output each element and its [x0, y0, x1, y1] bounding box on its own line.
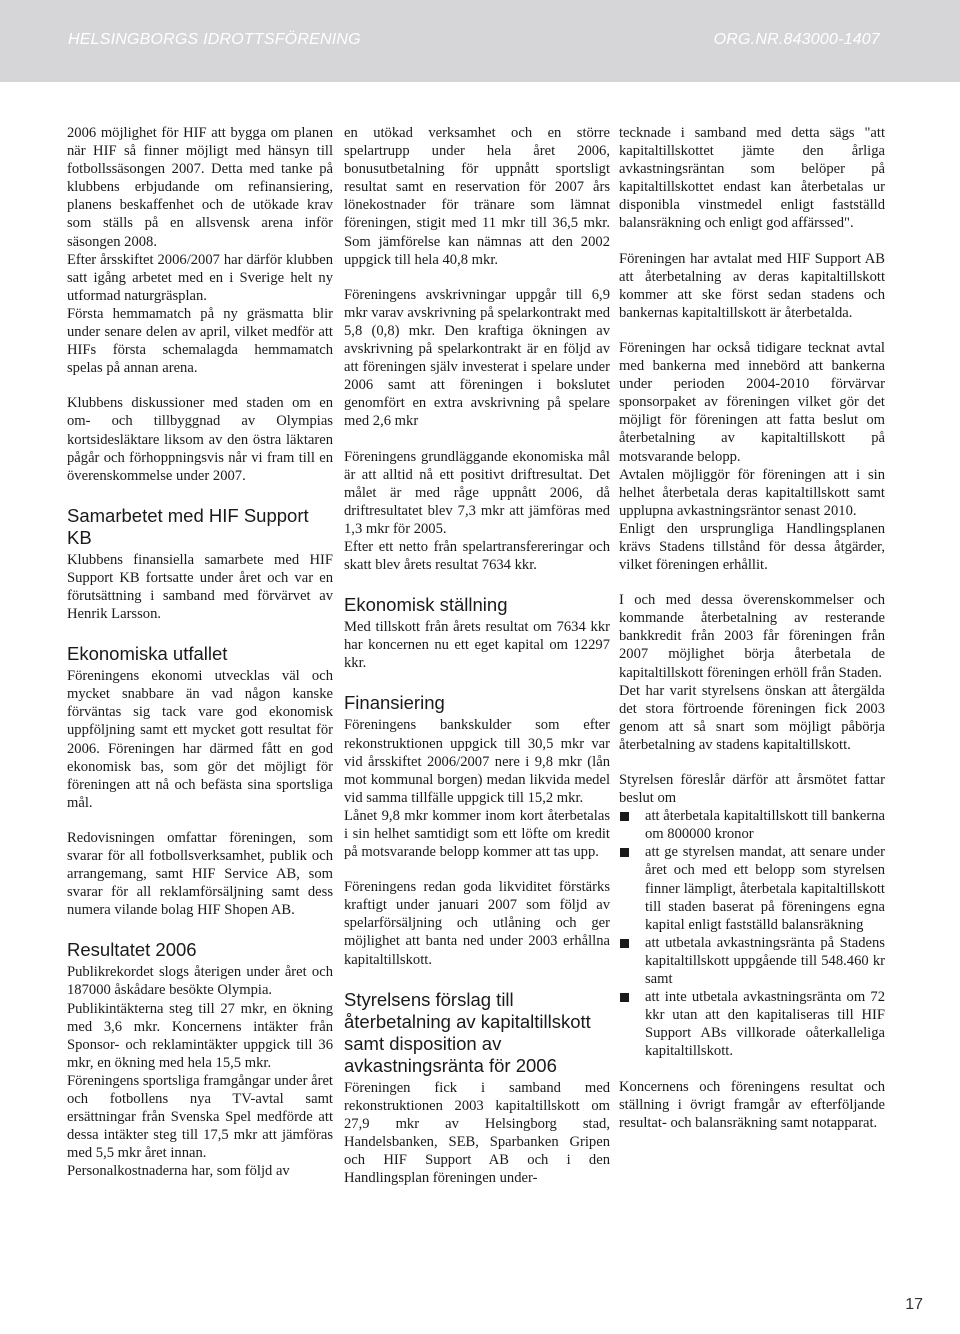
square-bullet-icon	[620, 993, 629, 1002]
paragraph: I och med dessa överenskommelser och kommande återbetalning av resterande bankkredit från 2003 får föreningen från 2007 möjlighet börja återbetala de kapitaltillskott föreningen erhöll från Staden.	[619, 592, 885, 681]
paragraph: Redovisningen omfattar föreningen, som svarar för all fotbollsverksamhet, publik och arrangemang, samt HIF Service AB, som svarar för all reklamförsäljning samt dess numera vilande bolag HIF Shopen AB.	[67, 829, 333, 919]
paragraph: Första hemmamatch på ny gräsmatta blir under senare delen av april, vilket medför att HIFs första schemalagda hemmamatch spelas på annan arena.	[67, 305, 333, 377]
paragraph: Lånet 9,8 mkr kommer inom kort återbetalas i sin helhet samtidigt som ett löfte om kredit på motsvarande belopp kommer att tas upp.	[344, 807, 610, 861]
page-header	[0, 0, 960, 82]
section-heading: Ekonomiska utfallet	[67, 643, 228, 665]
paragraph: Föreningen har också tidigare tecknat avtal med bankerna med innebörd att bankerna under perioden 2004-2010 förvärvar sponsorpaket av föreningen vilket gör det möjligt för föreningen att fatta beslut om återbetalning av kapitaltillskott på motsvarande belopp.	[619, 339, 885, 465]
paragraph: Med tillskott från årets resultat om 7634 kkr har koncernen nu ett eget kapital om 12297 kkr.	[344, 619, 610, 672]
list-item-text: att ge styrelsen mandat, att senare under året och med ett belopp som styrelsen finner lämpligt, återbetala kapitaltillskott till staden baserat på föreningens egna kapital enligt fastställd balansräkning	[645, 844, 885, 933]
paragraph: Efter ett netto från spelartransfereringar och skatt blev årets resultat 7634 kkr.	[344, 538, 610, 574]
proposal-list	[619, 807, 885, 1060]
paragraph: Föreningen har avtalat med HIF Support AB att återbetalning av deras kapitaltillskott kommer att ske först sedan stadens och bankernas kapitaltillskott är återbetalda.	[619, 250, 885, 321]
paragraph: Publikintäkterna steg till 27 mkr, en ökning med 3,6 mkr. Koncernens intäkter från Sponsor- och reklamintäkter uppgick till 36 mkr, en ökning med hela 15,5 mkr.	[67, 1000, 333, 1071]
list-item	[619, 807, 885, 843]
paragraph: Föreningens avskrivningar uppgår till 6,9 mkr varav avskrivning på spelarkontrakt med 5,8 (0,8) mkr. Den kraftiga ökningen av avskrivning på spelarkontrakt är en följd av att föreningen själv investerat i spelare under 2006 samt att föreningen i bokslutet genomfört en extra avskrivning på spelare med 2,6 mkr	[344, 286, 610, 430]
paragraph: Föreningens redan goda likviditet förstärks kraftigt under januari 2007 som följd av spelarförsäljning och utlåning och ger möjlighet att banta ned under 2003 erhållna kapitaltillskott.	[344, 879, 610, 968]
section-heading: Samarbetet med HIF Support KB	[67, 504, 309, 548]
paragraph: Koncernens och föreningens resultat och ställning i övrigt framgår av efterföljande resultat- och balansräkning samt notapparat.	[619, 1078, 885, 1131]
paragraph: Föreningens bankskulder som efter rekonstruktionen uppgick till 30,5 mkr var vid årsskiftet 2006/2007 nere i 9,8 mkr (lån mot kommunal borgen) medan likvida medel vid samma tillfälle uppgick till 15,2 mkr.	[344, 717, 610, 806]
paragraph: Avtalen möjliggör för föreningen att i sin helhet återbetala deras kapitaltillskott samt upplupna avkastningsräntor senast 2010.	[619, 466, 885, 519]
list-item-text: att utbetala avkastningsränta på Stadens kapitaltillskott uppgående till 548.460 kr samt	[645, 934, 885, 988]
paragraph: Föreningens ekonomi utvecklas väl och mycket snabbare än vad någon kanske förväntas sig tack vare god ekonomisk uppföljning samt ett mycket gott resultat för 2006. Föreningen har därmed fått en god ekonomisk bas, som gör det möjligt för föreningen att nå och befästa sina sportsliga mål.	[67, 668, 333, 811]
paragraph: Föreningen fick i samband med rekonstruktionen 2003 kapitaltillskott om 27,9 mkr av Helsingborg stad, Handelsbanken, SEB, Sparbanken Gripen och HIF Support AB och i den Handlingsplan föreningen under-	[344, 1079, 610, 1187]
paragraph: Styrelsen föreslår därför att årsmötet fattar beslut om	[619, 772, 885, 807]
square-bullet-icon	[620, 939, 629, 948]
header-organization-name: HELSINGBORGS IDROTTSFÖRENING	[68, 31, 361, 48]
paragraph: Det har varit styrelsens önskan att återgälda det stora förtroende föreningen fick 2003 genom att så snart som möjligt påbörja återbetalning av stadens kapitaltillskott.	[619, 682, 885, 753]
section-heading: Ekonomisk ställning	[344, 594, 508, 616]
square-bullet-icon	[620, 848, 629, 857]
section-heading: Finansiering	[344, 692, 445, 714]
paragraph: Klubbens diskussioner med staden om en om- och tillbyggnad av Olympias kortsidesläktare liksom av den östra läktaren pågår och förhoppningsvis når vi fram till en överenskommelse under 2007.	[67, 395, 333, 484]
page-number: 17	[905, 1296, 923, 1313]
column-1	[67, 124, 333, 1181]
paragraph: Efter årsskiftet 2006/2007 har därför klubben satt igång arbetet med en i Sverige helt ny utformad naturgräsplan.	[67, 251, 333, 304]
paragraph: Personalkostnaderna har, som följd av	[67, 1163, 290, 1180]
section-heading: Styrelsens förslag till återbetalning av kapitaltillskott samt disposition av avkastningsränta för 2006	[344, 988, 591, 1076]
column-2	[344, 124, 610, 1187]
list-item	[619, 843, 885, 933]
list-item-text: att återbetala kapitaltillskott till bankerna om 800000 kronor	[645, 808, 885, 843]
header-org-number: ORG.NR.843000-1407	[713, 31, 880, 48]
section-heading: Resultatet 2006	[67, 939, 197, 961]
paragraph: 2006 möjlighet för HIF att bygga om planen när HIF så finner möjligt med hänsyn till fotbollssäsongen 2007. Detta med tanke på klubbens erbjudande om refinansiering, planens beskaffenhet och de utökade krav som ställs på en allsvensk arena inför säsongen 2008.	[67, 125, 333, 250]
paragraph: en utökad verksamhet och en större spelartrupp under hela året 2006, bonusutbetalning för uppnått sportsligt resultat samt en reservation för 2007 års lönekostnader för tränare som lämnat föreningen, stigit med 11 mkr till 36,5 mkr. Som jämförelse kan nämnas att den 2002 uppgick till hela 40,8 mkr.	[344, 125, 610, 268]
column-3	[619, 124, 885, 1149]
paragraph: tecknade i samband med detta sägs "att kapitaltillskottet jämte den årliga avkastningsräntan som belöper på kapitaltillskottet endast kan återbetalas ur disponibla vinstmedel enligt fastställd balansräkning och enligt god affärssed".	[619, 125, 885, 232]
paragraph: Klubbens finansiella samarbete med HIF Support KB fortsatte under året och var en förutsättning i samband med förvärvet av Henrik Larsson.	[67, 551, 333, 623]
list-item	[619, 988, 885, 1060]
paragraph: Publikrekordet slogs återigen under året och 187000 åskådare besökte Olympia.	[67, 964, 333, 999]
list-item	[619, 934, 885, 988]
list-item-text: att inte utbetala avkastningsränta om 72 kkr utan att den kapitaliseras till HIF Support ABs villkorade oåterkalleliga kapitaltillskott.	[645, 989, 885, 1060]
paragraph: Föreningens grundläggande ekonomiska mål är att alltid nå ett positivt driftresultat. Det målet är med råge uppnått 2006, då driftresultatet blev 7,3 mkr att jämföras med 1,3 mkr för 2005.	[344, 448, 610, 537]
paragraph: Föreningens sportsliga framgångar under året och fotbollens nya TV-avtal samt ersättningar från Svenska Spel medförde att dessa intäkter steg till 17,5 mkr att jämföras med 5,5 mkr året innan.	[67, 1072, 333, 1162]
square-bullet-icon	[620, 812, 629, 821]
paragraph: Enligt den ursprungliga Handlingsplanen krävs Stadens tillstånd för dessa åtgärder, vilket föreningen erhållit.	[619, 520, 885, 574]
